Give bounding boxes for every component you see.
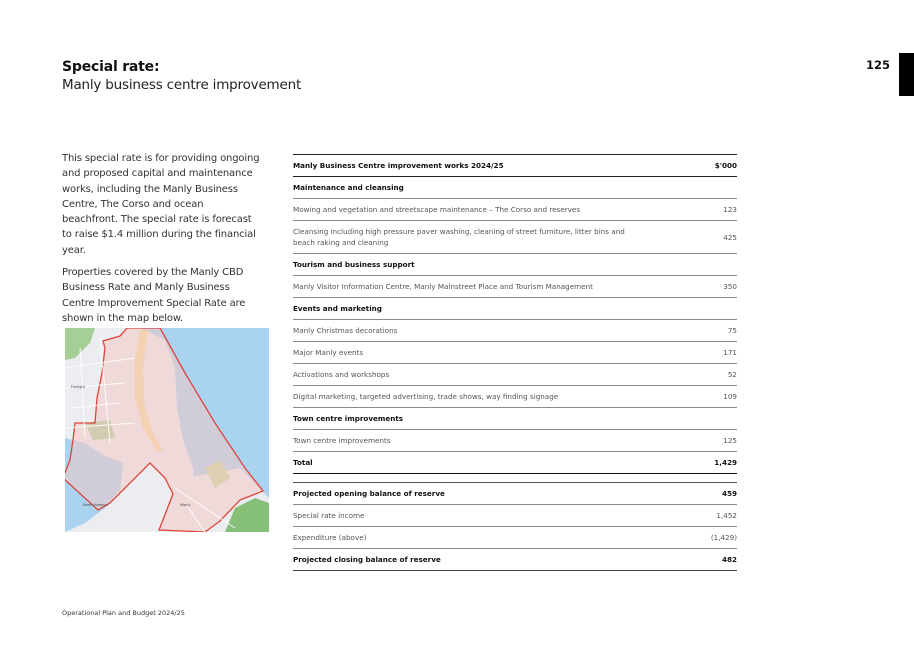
table-row	[293, 364, 737, 386]
row-label: Expenditure (above)	[293, 527, 677, 549]
row-amount: 1,452	[677, 505, 737, 527]
total-label: Total	[293, 452, 677, 474]
page-title: Special rate:	[62, 59, 160, 75]
row-label-line: Cleansing including high pressure paver washing, cleaning of street furniture, litter bins and	[293, 227, 625, 236]
row-label: Projected closing balance of reserve	[293, 549, 677, 571]
row-amount: (1,429)	[677, 527, 737, 549]
row-label: Manly Christmas decorations	[293, 320, 677, 342]
row-label: Manly Visitor Information Centre, Manly Mainstreet Place and Tourism Management	[293, 276, 677, 298]
table-row	[293, 320, 737, 342]
row-label	[293, 221, 677, 254]
section-header	[293, 298, 737, 320]
intro-text	[62, 151, 262, 333]
row-amount: 125	[677, 430, 737, 452]
table-header-row	[293, 155, 737, 177]
row-amount: 171	[677, 342, 737, 364]
section-title: Town centre improvements	[293, 408, 737, 430]
map-label-manly: Manly	[180, 503, 191, 507]
row-amount: 350	[677, 276, 737, 298]
table-row	[293, 221, 737, 254]
table-row	[293, 342, 737, 364]
income-row	[293, 505, 737, 527]
section-title: Maintenance and cleansing	[293, 177, 737, 199]
table-row	[293, 430, 737, 452]
row-label: Digital marketing, targeted advertising, trade shows, way finding signage	[293, 386, 677, 408]
table-row	[293, 276, 737, 298]
intro-paragraph: Properties covered by the Manly CBD Business Rate and Manly Business Centre Improvement Special Rate are shown in the map below.	[62, 267, 246, 324]
map-label-fairlight: Fairlight	[71, 385, 86, 389]
row-label: Town centre improvements	[293, 430, 677, 452]
page-heading	[62, 58, 301, 94]
map-label-north-harbour: North Harbour	[83, 503, 109, 507]
intro-paragraph: This special rate is for providing ongoing and proposed capital and maintenance works, including the Manly Business Centre, The Corso and ocean beachfront. The special rate is forecast to raise $1.4 million during the financial year.	[62, 153, 260, 256]
row-amount: 123	[677, 199, 737, 221]
map-graphic	[65, 328, 269, 532]
section-title: Tourism and business support	[293, 254, 737, 276]
section-header	[293, 254, 737, 276]
page-edge-tab	[899, 53, 914, 96]
expenditure-row	[293, 527, 737, 549]
closing-balance-row	[293, 549, 737, 571]
row-label: Special rate income	[293, 505, 677, 527]
total-row	[293, 452, 737, 474]
page-number: 125	[866, 58, 891, 72]
rate-area-map	[65, 328, 269, 532]
footer-text: Operational Plan and Budget 2024/25	[62, 609, 185, 617]
row-amount: 109	[677, 386, 737, 408]
row-amount: 425	[677, 221, 737, 254]
row-amount: 52	[677, 364, 737, 386]
table-spacer	[293, 474, 737, 483]
row-amount: 459	[677, 483, 737, 505]
total-amount: 1,429	[677, 452, 737, 474]
section-header	[293, 177, 737, 199]
opening-balance-row	[293, 483, 737, 505]
table-row	[293, 386, 737, 408]
row-label: Major Manly events	[293, 342, 677, 364]
row-label-line: beach raking and cleaning	[293, 238, 389, 247]
section-title: Events and marketing	[293, 298, 737, 320]
table-header-label: Manly Business Centre improvement works 2024/25	[293, 155, 677, 177]
row-label: Activations and workshops	[293, 364, 677, 386]
row-label: Mowing and vegetation and streetscape maintenance – The Corso and reserves	[293, 199, 677, 221]
row-label: Projected opening balance of reserve	[293, 483, 677, 505]
section-header	[293, 408, 737, 430]
row-amount: 482	[677, 549, 737, 571]
budget-table	[293, 154, 737, 571]
table-header-amount: $'000	[677, 155, 737, 177]
page-subtitle: Manly business centre improvement	[62, 77, 302, 93]
table-row	[293, 199, 737, 221]
row-amount: 75	[677, 320, 737, 342]
